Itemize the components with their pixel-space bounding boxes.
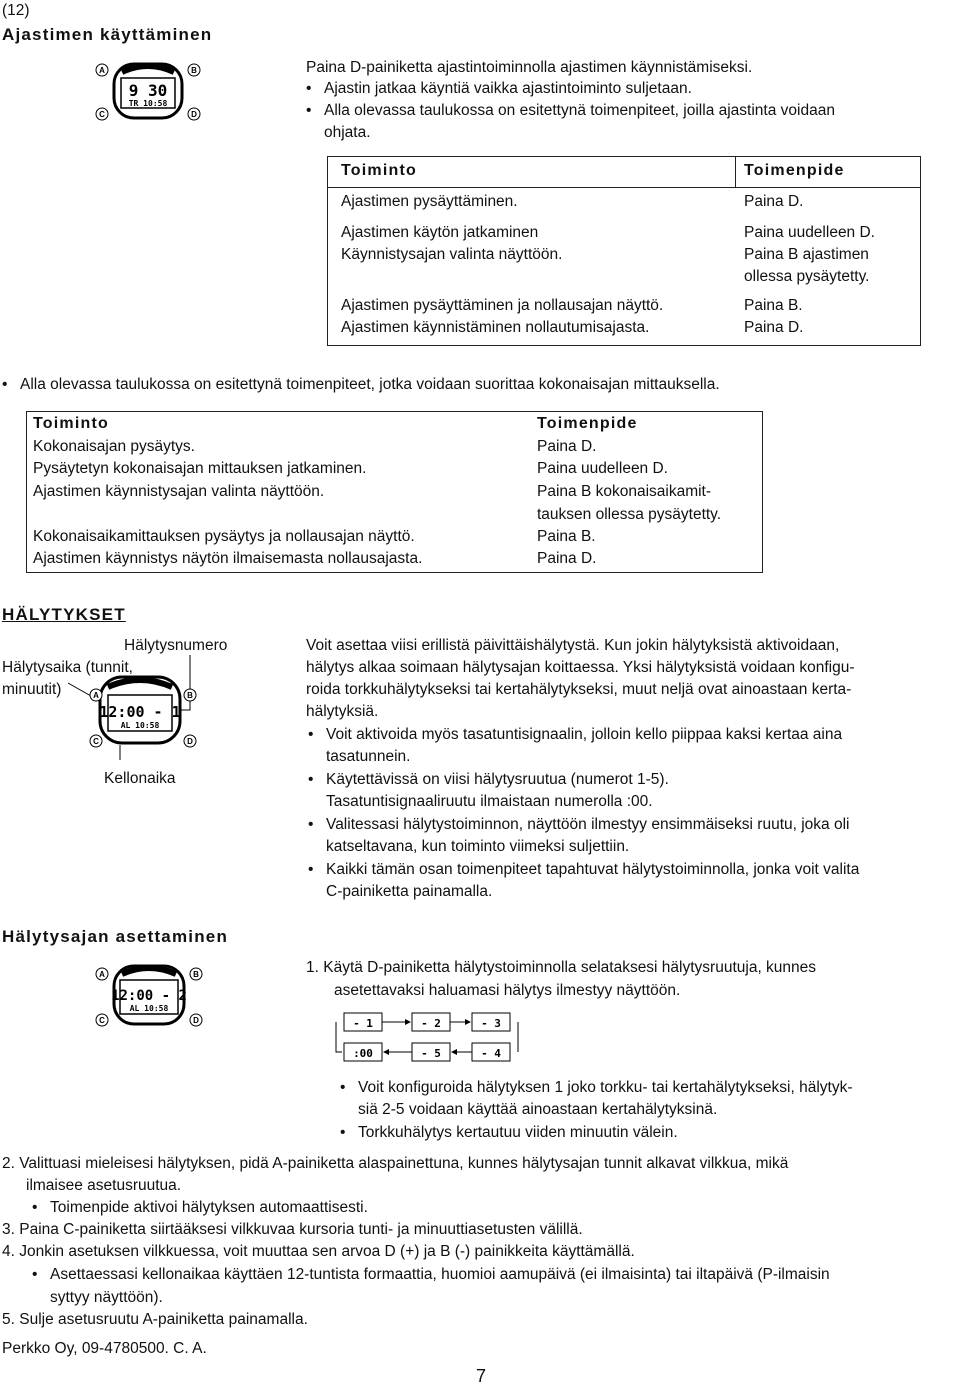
setting-note-bullet: • Torkkuhälytys kertautuu viiden minuutin välein. (358, 1124, 678, 1142)
alarms-paragraph-line: roida torkkuhälytykseksi tai kertahälytykseksi, muut neljä ovat ainoastaan kerta- (306, 681, 852, 698)
intro-line: Paina D-painiketta ajastintoiminnolla ajastimen käynnistämiseksi. (306, 59, 753, 76)
table-row-action: Ajastimen pysäyttäminen ja nollausajan näyttö. (341, 297, 664, 314)
alarms-bullet-cont: Tasatuntisignaaliruutu ilmaistaan numerolla :00. (326, 793, 653, 810)
table-row-action: Ajastimen pysäyttäminen. (341, 193, 518, 210)
label-alarm-time-cont: minuutit) (2, 681, 62, 698)
table-row-action: Kokonaisajan pysäytys. (33, 438, 195, 455)
table2-header-action: Toiminto (33, 415, 109, 432)
watch-illustration-timer (94, 58, 202, 124)
table-row-op: Paina D. (537, 438, 597, 455)
table-row-op: Paina B. (744, 297, 803, 314)
table-row-op: Paina uudelleen D. (744, 224, 875, 241)
cycle-screen-hourly: :00 (353, 1047, 373, 1060)
intro-bullet-1: • Ajastin jatkaa käyntiä vaikka ajastintoiminto suljetaan. (324, 80, 692, 98)
alarms-bullet: • Voit aktivoida myös tasatuntisignaalin, jolloin kello piippaa kaksi kertaa aina (326, 726, 842, 744)
alarms-bullet-cont: tasatunnein. (326, 748, 411, 765)
total-time-operations-table (26, 411, 763, 573)
button-c-label: C (93, 737, 99, 746)
table-row-op: Paina D. (744, 193, 804, 210)
table1-header-operation: Toimenpide (744, 162, 845, 179)
table-row-action: Pysäytetyn kokonaisajan mittauksen jatkaminen. (33, 460, 367, 477)
button-d-label: D (191, 110, 197, 119)
page-number: 7 (476, 1366, 487, 1386)
alarms-bullet: • Valitessasi hälytystoiminnon, näyttöön ilmestyy ensimmäiseksi ruutu, joka oli (326, 816, 850, 834)
step-1-cont: asetettavaksi haluamasi hälytys ilmestyy näyttöön. (334, 982, 681, 999)
setting-watch-time: 12:00 - 2 (111, 988, 187, 1004)
button-d-label: D (193, 1016, 199, 1025)
table-row-op: Paina B ajastimen (744, 246, 869, 263)
setting-note-bullet-cont: siä 2-5 voidaan käyttää ainoastaan kertahälytyksinä. (358, 1101, 718, 1118)
cycle-screen-4: - 4 (481, 1047, 501, 1060)
watch1-time: 9 30 (128, 81, 168, 100)
timer-operations-table (327, 156, 921, 346)
alarms-paragraph-line: Voit asettaa viisi erillistä päivittäishälytystä. Kun jokin hälytyksistä aktivoidaan, (306, 637, 840, 654)
step-2-bullet: • Toimenpide aktivoi hälytyksen automaattisesti. (50, 1199, 368, 1217)
step-2: 2. Valittuasi mieleisesi hälytyksen, pidä A-painiketta alaspainettuna, kunnes hälytysajan tunnit alkavat vilkkua, mikä (2, 1155, 789, 1172)
alarms-bullet-cont: katseltavana, kun toiminto viimeksi suljettiin. (326, 838, 630, 855)
step-4-bullet: • Asettaessasi kellonaikaa käyttäen 12-tuntista formaattia, huomioi aamupäivä (ei ilmaisinta) tai iltapäivä (P-ilmaisin (50, 1266, 830, 1284)
table-row-action: Ajastimen käynnistys näytön ilmaisemasta nollausajasta. (33, 550, 423, 567)
table-row-action: Ajastimen käytön jatkaminen (341, 224, 539, 241)
alarms-title: HÄLYTYKSET (2, 605, 126, 624)
step-4-bullet-cont: syttyy näyttöön). (50, 1289, 163, 1306)
step-3: 3. Paina C-painiketta siirtääksesi vilkkuvaa kursoria tunti- ja minuuttiasetusten välillä. (2, 1221, 583, 1238)
alarm-watch-sub: AL 10:58 (120, 721, 160, 730)
setting-title: Hälytysajan asettaminen (2, 927, 229, 946)
table-row-op: Paina uudelleen D. (537, 460, 668, 477)
setting-note-bullet: • Voit konfiguroida hälytyksen 1 joko torkku- tai kertahälytykseksi, hälytyk- (358, 1079, 853, 1097)
table-row-action: Ajastimen käynnistysajan valinta näyttöön. (33, 483, 325, 500)
intro-bullet-2-cont: ohjata. (324, 124, 371, 141)
table-row-action: Käynnistysajan valinta näyttöön. (341, 246, 563, 263)
label-clock-time: Kellonaika (104, 770, 176, 787)
cycle-screen-3: - 3 (481, 1017, 501, 1030)
button-c-label: C (99, 1016, 105, 1025)
button-b-label: B (187, 691, 193, 700)
watch-illustration-alarm (60, 655, 220, 765)
alarms-bullet: • Kaikki tämän osan toimenpiteet tapahtuvat hälytystoiminnolla, jonka voit valita (326, 861, 859, 879)
alarm-screen-cycle-diagram (332, 1008, 522, 1072)
table-row-op: Paina B kokonaisaikamit- (537, 483, 712, 500)
cycle-screen-5: - 5 (421, 1047, 441, 1060)
table-row-action: Kokonaisaikamittauksen pysäytys ja nollausajan näyttö. (33, 528, 415, 545)
table-row-action: Ajastimen käynnistäminen nollautumisajasta. (341, 319, 650, 336)
step-4: 4. Jonkin asetuksen vilkkuessa, voit muuttaa sen arvoa D (+) ja B (-) painikkeita käyttämällä. (2, 1243, 635, 1260)
step-2-cont: ilmaisee asetusruutua. (26, 1177, 182, 1194)
total-time-bullet: • Alla olevassa taulukossa on esitettynä toimenpiteet, jotka voidaan suorittaa kokonaisajan mittauksella. (20, 376, 720, 394)
setting-watch-sub: AL 10:58 (129, 1004, 169, 1013)
watch-illustration-alarm-setting (94, 960, 204, 1030)
step-1: 1. Käytä D-painiketta hälytystoiminnolla selataksesi hälytysruutuja, kunnes (306, 959, 817, 976)
step-5: 5. Sulje asetusruutu A-painiketta painamalla. (2, 1311, 308, 1328)
page-ref: (12) (2, 2, 30, 19)
alarms-paragraph-line: hälytyksiä. (306, 703, 379, 720)
table-row-op: Paina D. (537, 550, 597, 567)
alarms-paragraph-line: hälytys alkaa soimaan hälytysajan koittaessa. Yksi hälytyksistä voidaan konfigu- (306, 659, 855, 676)
cycle-screen-1: - 1 (353, 1017, 373, 1030)
alarm-watch-time: 12:00 - 1 (99, 703, 181, 721)
button-c-label: C (99, 110, 105, 119)
alarms-bullet-cont: C-painiketta painamalla. (326, 883, 493, 900)
button-a-label: A (99, 970, 105, 979)
label-alarm-number: Hälytysnumero (124, 637, 228, 654)
button-a-label: A (99, 66, 105, 75)
label-alarm-time: Hälytysaika (tunnit, (2, 659, 133, 676)
table1-header-action: Toiminto (341, 162, 417, 179)
footer-company: Perkko Oy, 09-4780500. C. A. (2, 1340, 207, 1357)
button-b-label: B (193, 970, 199, 979)
table2-header-operation: Toimenpide (537, 415, 638, 432)
alarms-bullet: • Käytettävissä on viisi hälytysruutua (numerot 1-5). (326, 771, 669, 789)
button-a-label: A (93, 691, 99, 700)
section-title: Ajastimen käyttäminen (2, 25, 213, 44)
table-row-op: Paina D. (744, 319, 804, 336)
table-row-op: tauksen ollessa pysäytetty. (537, 506, 722, 523)
table-row-op: Paina B. (537, 528, 596, 545)
table-row-op: ollessa pysäytetty. (744, 268, 870, 285)
button-d-label: D (187, 737, 193, 746)
button-b-label: B (191, 66, 197, 75)
cycle-screen-2: - 2 (421, 1017, 441, 1030)
watch1-sub: TR 10:58 (128, 99, 168, 108)
intro-bullet-2: • Alla olevassa taulukossa on esitettynä toimenpiteet, joilla ajastinta voidaan (324, 102, 835, 120)
